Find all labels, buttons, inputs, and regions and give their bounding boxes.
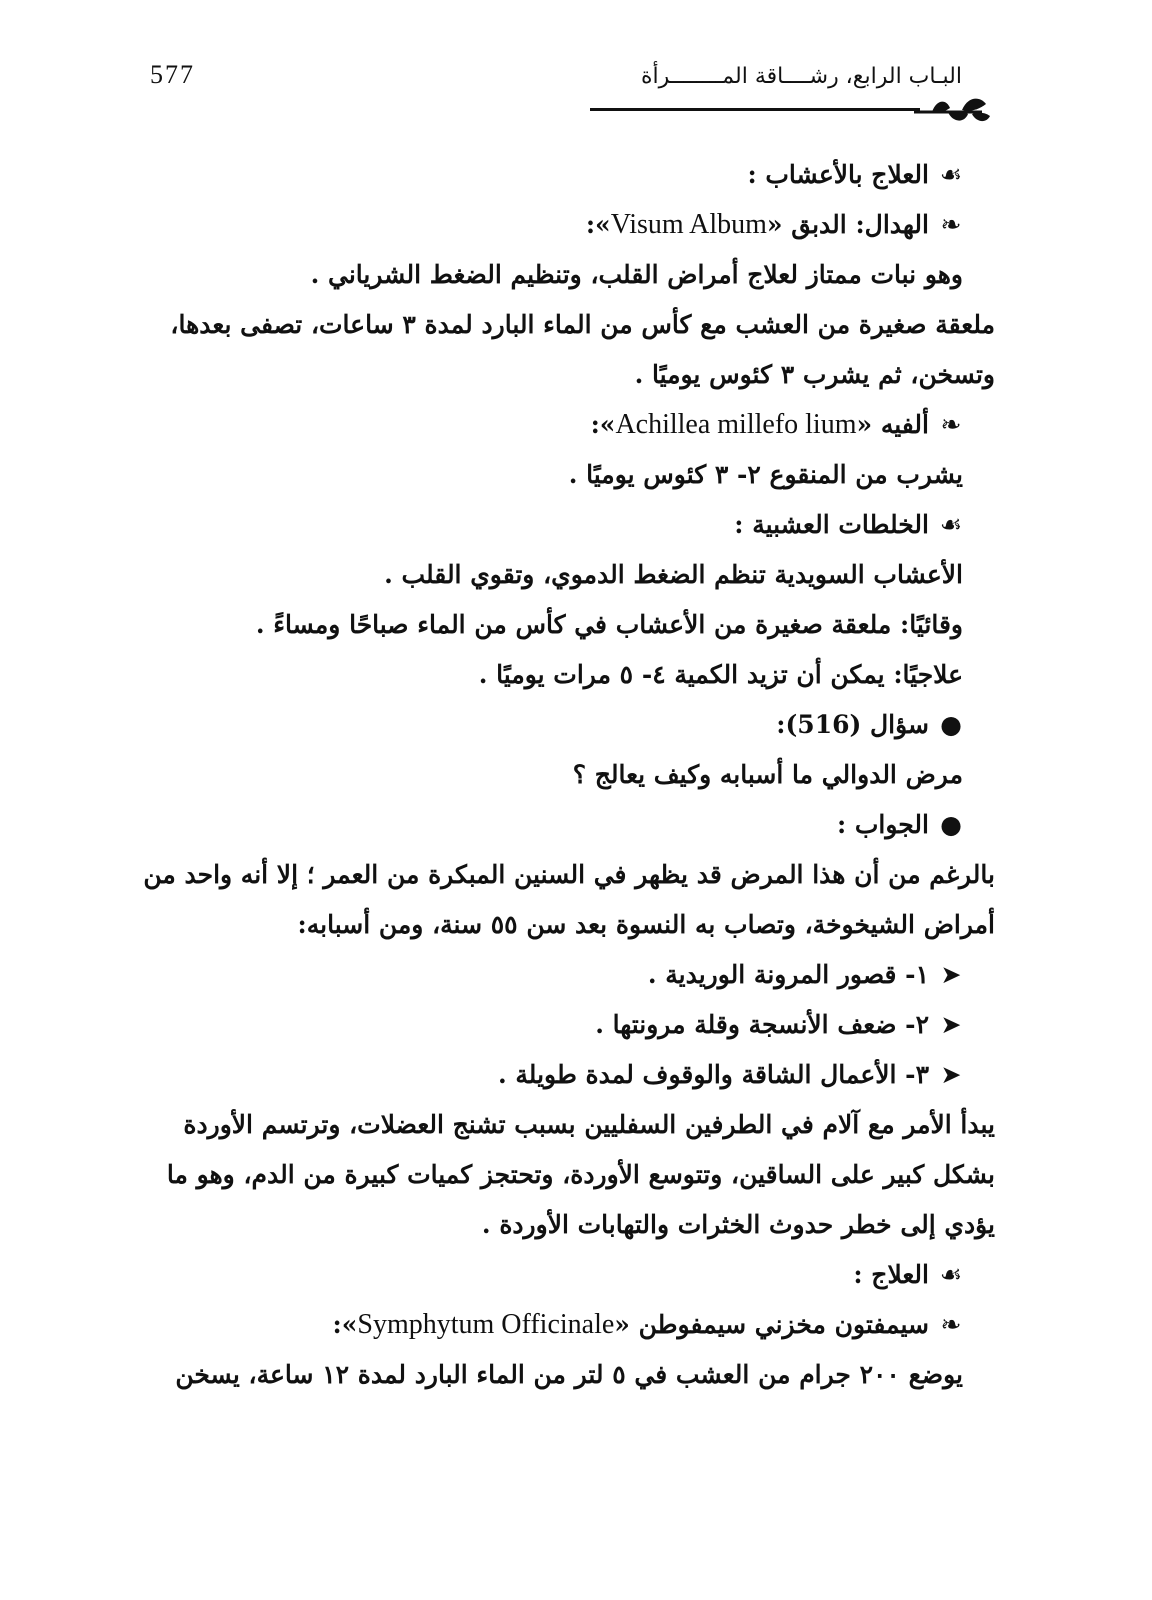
herb-icon: ❧ [940,410,962,439]
visum-latin-name: Visum Album [610,209,767,240]
question-label: ●سؤال (516): [128,700,1023,750]
symphytum-heading: ❧سيمفتون مخزني سيمفوطن «Symphytum Officinale»: [128,1300,1023,1350]
achillea-latin-name: Achillea millefo lium [615,409,857,440]
page-body [128,150,1023,1400]
herb-icon: ❧ [940,210,962,239]
visum-description: وهو نبات ممتاز لعلاج أمراض القلب، وتنظيم الضغط الشرياني . [310,260,963,289]
symphytum-dosage: يوضع ٢٠٠ جرام من العشب في ٥ لتر من الماء البارد لمدة ١٢ ساعة، يسخن [175,1360,963,1389]
visum-dosage: ملعقة صغيرة من العشب مع كأس من الماء البارد لمدة ٣ ساعات، تصفى بعدها، وتسخن، ثم يشرب ٣ كئوس يوميًا . [170,310,995,389]
page-number: 577 [150,60,195,89]
preventive-dose: وقائيًا: ملعقة صغيرة من الأعشاب في كأس من الماء صباحًا ومساءً . [255,610,963,639]
question-text: مرض الدوالي ما أسبابه وكيف يعالج ؟ [572,760,963,789]
arrow-icon: ➤ [940,1060,962,1089]
leaf-ornament-icon [912,90,992,130]
swedish-herbs-text: الأعشاب السويدية تنظم الضغط الدموي، وتقوي القلب . [384,560,963,589]
answer-text: بالرغم من أن هذا المرض قد يظهر في السنين المبكرة من العمر ؛ إلا أنه واحد من أمراض الشيخوخة، وتصاب به النسوة بعد سن ٥٥ سنة، ومن أسبابه: [143,860,995,939]
herbal-mixtures-heading: ☙الخلطات العشبية : [128,500,1023,550]
apple-icon: ● [940,810,962,839]
arrow-icon: ➤ [940,1010,962,1039]
running-header: البـاب الرابع، رشــــاقة المــــــــرأة [640,64,962,89]
apple-icon: ● [940,710,962,739]
arrow-icon: ➤ [940,960,962,989]
visum-heading: ❧الهدال: الدبق «Visum Album»: [128,200,1023,250]
achillea-dosage: يشرب من المنقوع ٢- ٣ كئوس يوميًا . [568,460,963,489]
curative-dose: علاجيًا: يمكن أن تزيد الكمية ٤- ٥ مرات يوميًا . [478,660,963,689]
treatment-heading: ☙العلاج : [128,1250,1023,1300]
cause-item: ➤٣- الأعمال الشاقة والوقوف لمدة طويلة . [128,1050,1023,1100]
section-icon: ☙ [939,510,963,539]
cause-item: ➤٢- ضعف الأنسجة وقلة مرونتها . [128,1000,1023,1050]
achillea-heading: ❧ألفيه «Achillea millefo lium»: [128,400,1023,450]
header-rule [590,108,920,111]
cause-item: ➤١- قصور المرونة الوريدية . [128,950,1023,1000]
herb-icon: ❧ [940,1310,962,1339]
symptoms-paragraph: يبدأ الأمر مع آلام في الطرفين السفليين بسبب تشنج العضلات، وترتسم الأوردة بشكل كبير على الساقين، وتتوسع الأوردة، وتحتجز كميات كبيرة من الدم، وهو ما يؤدي إلى خطر حدوث الخثرات والتهابات الأوردة . [166,1110,995,1239]
symphytum-latin-name: Symphytum Officinale [357,1309,615,1340]
answer-label: ●الجواب : [128,800,1023,850]
section-icon: ☙ [939,1260,963,1289]
section-icon: ☙ [939,160,963,189]
herbal-treatment-heading: ☙العلاج بالأعشاب : [128,150,1023,200]
